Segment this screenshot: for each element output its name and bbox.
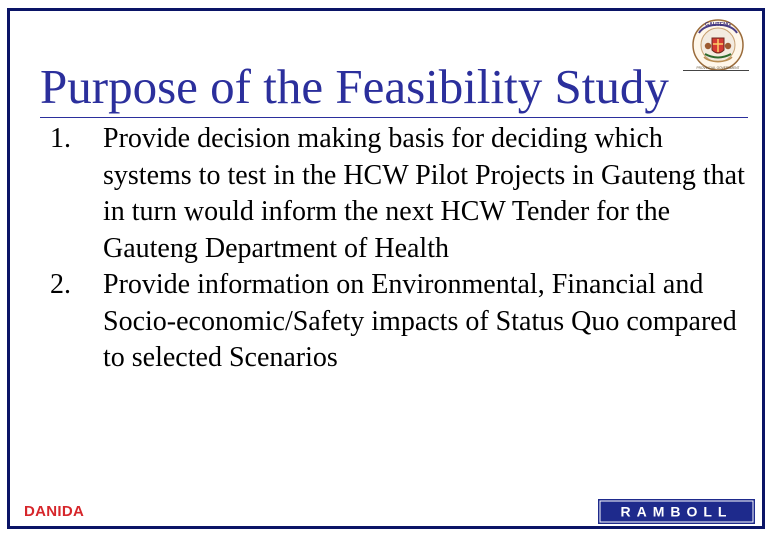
bullet-text: Provide decision making basis for deciding which systems to test in the HCW Pilot Projects in Gauteng that in turn would inform the next HCW Tender for the Gauteng Department of Health bbox=[103, 123, 745, 264]
title-underline bbox=[40, 117, 748, 118]
bullet-item bbox=[50, 121, 750, 267]
bullet-text: Provide information on Environmental, Financial and Socio-economic/Safety impacts of Status Quo compared to selected Scenarios bbox=[103, 269, 737, 373]
ramboll-logo-text: RAMBOLL bbox=[620, 503, 733, 520]
seal-text: GAUTENG bbox=[705, 22, 731, 28]
bullet-item bbox=[50, 267, 750, 377]
bullet-number: 2. bbox=[50, 269, 71, 300]
seal-subtext: PROVINCIAL GOVERNMENT bbox=[696, 66, 740, 70]
slide-title: Purpose of the Feasibility Study bbox=[40, 59, 669, 114]
slide-bullet-list bbox=[50, 121, 750, 377]
ramboll-logo bbox=[598, 499, 755, 524]
bullet-number: 1. bbox=[50, 123, 71, 154]
danida-logo-text: DANIDA bbox=[24, 503, 85, 520]
